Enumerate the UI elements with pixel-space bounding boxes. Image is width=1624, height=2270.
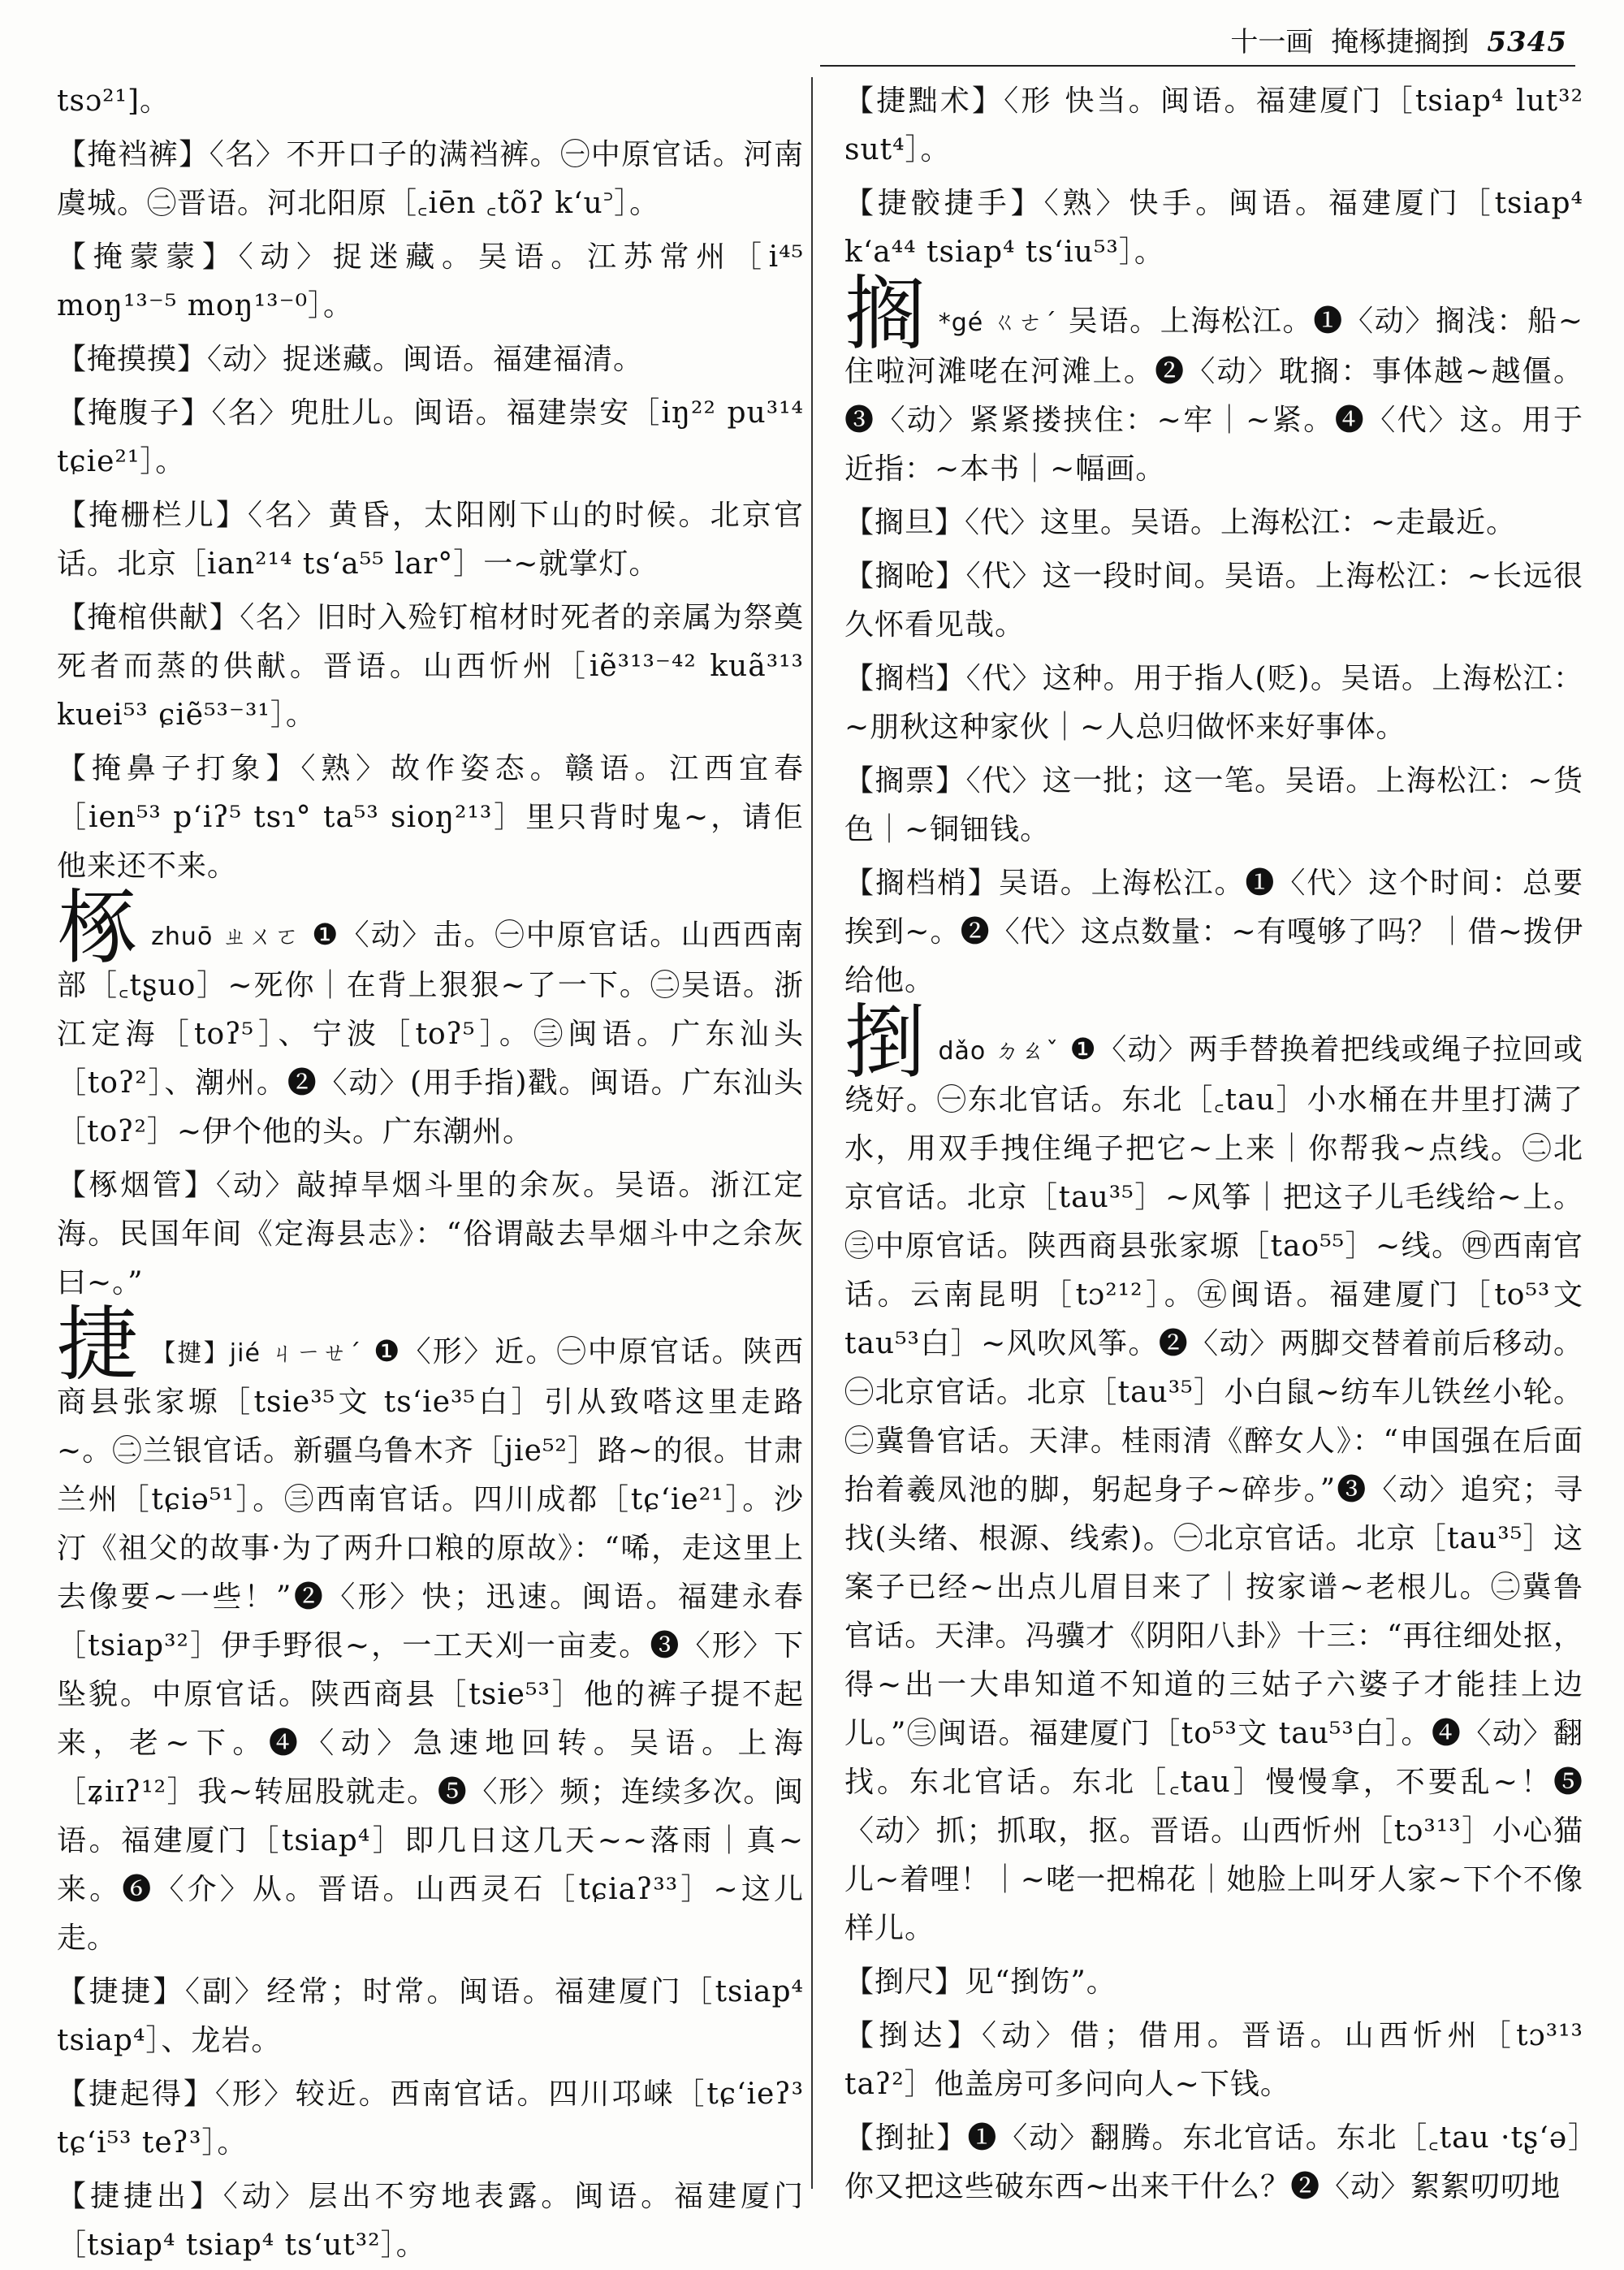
page-number: 5345 (1487, 26, 1567, 58)
dictionary-entry: 【捷起得】〈形〉较近。西南官话。四川邛崃［tɕ‘ieʔ³ tɕ‘i⁵³ teʔ³］。 (57, 2078, 804, 2160)
headword-char: 捯 (844, 995, 927, 1090)
header-chars: 掩椓捷搁捯 (1331, 26, 1470, 58)
dictionary-entry: 【搁档梢】吴语。上海松江。❶〈代〉这个时间：总要挨到~。❷〈代〉这点数量：~有嘎够了吗？｜借~拨伊给他。 (844, 867, 1583, 997)
column-divider (811, 77, 813, 2189)
header-rule (820, 65, 1575, 67)
headword-pinyin: zhuō ㄓㄨㄛ (151, 923, 301, 951)
dictionary-entry: 【捷骹捷手】〈熟〉快手。闽语。福建厦门［tsiap⁴ k‘a⁴⁴ tsiap⁴ ts‘iu⁵³］。 (844, 187, 1583, 269)
headword-pinyin: dǎo ㄉㄠˇ (938, 1037, 1060, 1066)
headword-entry (57, 880, 804, 1157)
left-column (57, 77, 804, 2262)
dictionary-entry: 【捯尺】见“捯饬”。 (844, 1965, 1116, 1999)
dictionary-entry: 【掩棺供献】〈名〉旧时入殓钉棺材时死者的亲属为祭奠死者而蒸的供献。晋语。山西忻州［iẽ³¹³⁻⁴² kuã³¹³ kuei⁵³ ɕiẽ⁵³⁻³¹］。 (57, 601, 804, 732)
header-section: 十一画 (1230, 26, 1314, 58)
headword-entry (844, 995, 1583, 1953)
dictionary-entry: 【搁档】〈代〉这种。用于指人(贬)。吴语。上海松江：~朋秋这种家伙｜~人总归做怀来好事体。 (844, 662, 1583, 744)
headword-char: 捷 (57, 1297, 140, 1392)
dictionary-entry: 【捷捷】〈副〉经常；时常。闽语。福建厦门［tsiap⁴ tsiap⁴］、龙岩。 (57, 1975, 804, 2057)
headword-entry (844, 266, 1583, 494)
headword-definition: 吴语。上海松江。❶〈动〉搁浅：船~住啦河滩咾在河滩上。❷〈动〉耽搁：事体越~越僵。❸〈动〉紧紧搂挟住：~牢｜~紧。❹〈代〉这。用于近指：~本书｜~幅画。 (844, 305, 1583, 486)
running-header (1145, 18, 1567, 67)
dictionary-entry: 【掩栅栏儿】〈名〉黄昏，太阳刚下山的时候。北京官话。北京［ian²¹⁴ ts‘a⁵⁵ lar°］一~就掌灯。 (57, 499, 804, 581)
dictionary-entry: 【搁旦】〈代〉这里。吴语。上海松江：~走最近。 (844, 506, 1517, 539)
headword-char: 搁 (844, 266, 927, 361)
dictionary-entry: 【掩摸摸】〈动〉捉迷藏。闽语。福建福清。 (57, 343, 644, 376)
dictionary-entry: 【掩腹子】〈名〉兜肚儿。闽语。福建崇安［iŋ²² pu³¹⁴ tɕie²¹］。 (57, 396, 804, 478)
dictionary-entry: 【捯达】〈动〉借；借用。晋语。山西忻州［tɔ³¹³ taʔ²］他盖房可多问向人~下钱。 (844, 2019, 1583, 2101)
headword-definition: ❶〈形〉近。㊀中原官话。陕西商县张家塬［tsie³⁵文 ts‘ie³⁵白］引从致嗒这里走路~。㊁兰银官话。新疆乌鲁木齐［jie⁵²］路~的很。甘肃兰州［tɕiə⁵¹］。㊂西南官话。四川成都［tɕ‘ie²¹］。沙汀《祖父的故事·为了两升口粮的原故》：“唏，走这里上去像要~一些！”❷〈形〉快；迅速。闽语。福建永春［tsiap³²］伊手野很~，一工天刈一亩麦。❸〈形〉下坠貌。中原官话。陕西商县［tsie⁵³］他的裤子提不起来，老~下。❹〈动〉急速地回转。吴语。上海［ʑiɪʔ¹²］我~转屈股就走。❺〈形〉频；连续多次。闽语。福建厦门［tsiap⁴］即几日这几天~~落雨｜真~来。❻〈介〉从。晋语。山西灵石［tɕiaʔ³³］~这儿走。 (57, 1335, 804, 1955)
headword-definition: ❶〈动〉击。㊀中原官话。山西西南部［꜀tʂuo］~死你｜在背上狠狠~了一下。㊁吴语。浙江定海［toʔ⁵］、宁波［toʔ⁵］。㊂闽语。广东汕头［toʔ²］、潮州。❷〈动〉(用手指)戳。闽语。广东汕头［toʔ²］~伊个他的头。广东潮州。 (57, 919, 804, 1148)
dictionary-entry: 【掩蒙蒙】〈动〉捉迷藏。吴语。江苏常州［i⁴⁵ moŋ¹³⁻⁵ moŋ¹³⁻⁰］。 (57, 240, 804, 322)
headword-definition: ❶〈动〉两手替换着把线或绳子拉回或绕好。㊀东北官话。东北［꜀tau］小水桶在井里打满了水，用双手拽住绳子把它~上来｜你帮我~点线。㊁北京官话。北京［tau³⁵］~风筝｜把这子儿毛线给~上。㊂中原官话。陕西商县张家塬［tao⁵⁵］~线。㊃西南官话。云南昆明［tɔ²¹²］。㊄闽语。福建厦门［to⁵³文 tau⁵³白］~风吹风筝。❷〈动〉两脚交替着前后移动。㊀北京官话。北京［tau³⁵］小白鼠~纺车儿铁丝小轮。㊁冀鲁官话。天津。桂雨清《醉女人》：“申国强在后面抬着羲凤池的脚，躬起身子~碎步。”❸〈动〉追究；寻找(头绪、根源、线索)。㊀北京官话。北京［tau³⁵］这案子已经~出点儿眉目来了｜按家谱~老根儿。㊁冀鲁官话。天津。冯骥才《阴阳八卦》十三：“再往细处抠，得~出一大串知道不知道的三姑子六婆子才能挂上边儿。”㊂闽语。福建厦门［to⁵³文 tau⁵³白］。❹〈动〉翻找。东北官话。东北［꜀tau］慢慢拿，不要乱~！❺〈动〉抓；抓取，抠。晋语。山西忻州［tɔ³¹³］小心猫儿~着哩！｜~咾一把棉花｜她脸上叫牙人家~下个不像样儿。 (844, 1033, 1583, 1945)
dictionary-entry: tsɔ²¹]。 (57, 84, 171, 118)
headword-pinyin: *gé ㄍㄜˊ (938, 309, 1058, 337)
headword-pinyin: 【揵】jié ㄐㄧㄝˊ (151, 1339, 363, 1368)
dictionary-entry: 【捷捷出】〈动〉层出不穷地表露。闽语。福建厦门［tsiap⁴ tsiap⁴ ts‘ut³²］。 (57, 2180, 804, 2262)
dictionary-entry: 【掩裆裤】〈名〉不开口子的满裆裤。㊀中原官话。河南虞城。㊁晋语。河北阳原［꜀iēn ꜀tõʔ k‘u꜄］。 (57, 138, 804, 220)
headword-entry (57, 1297, 804, 1963)
dictionary-entry: 【掩鼻子打象】〈熟〉故作姿态。赣语。江西宜春［ien⁵³ p‘iʔ⁵ tsɿ° ta⁵³ sioŋ²¹³］里只背时鬼~，请佢他来还不来。 (57, 752, 804, 883)
dictionary-entry: 【捷黜术】〈形 快当。闽语。福建厦门［tsiap⁴ lut³² sut⁴］。 (844, 84, 1583, 166)
right-column (844, 77, 1583, 2203)
dictionary-entry: 【椓烟管】〈动〉敲掉旱烟斗里的余灰。吴语。浙江定海。民国年间《定海县志》：“俗谓敲去旱烟斗中之余灰曰~。” (57, 1169, 804, 1299)
headword-char: 椓 (57, 880, 140, 975)
dictionary-entry: 【捯扯】❶〈动〉翻腾。东北官话。东北［꜀tau ·tʂ‘ə］你又把这些破东西~出来干什么？❷〈动〉絮絮叨叨地 (844, 2121, 1583, 2203)
dictionary-entry: 【搁呛】〈代〉这一段时间。吴语。上海松江：~长远很久怀看见哉。 (844, 560, 1583, 642)
dictionary-entry: 【搁票】〈代〉这一批；这一笔。吴语。上海松江：~货色｜~铜钿钱。 (844, 764, 1583, 846)
